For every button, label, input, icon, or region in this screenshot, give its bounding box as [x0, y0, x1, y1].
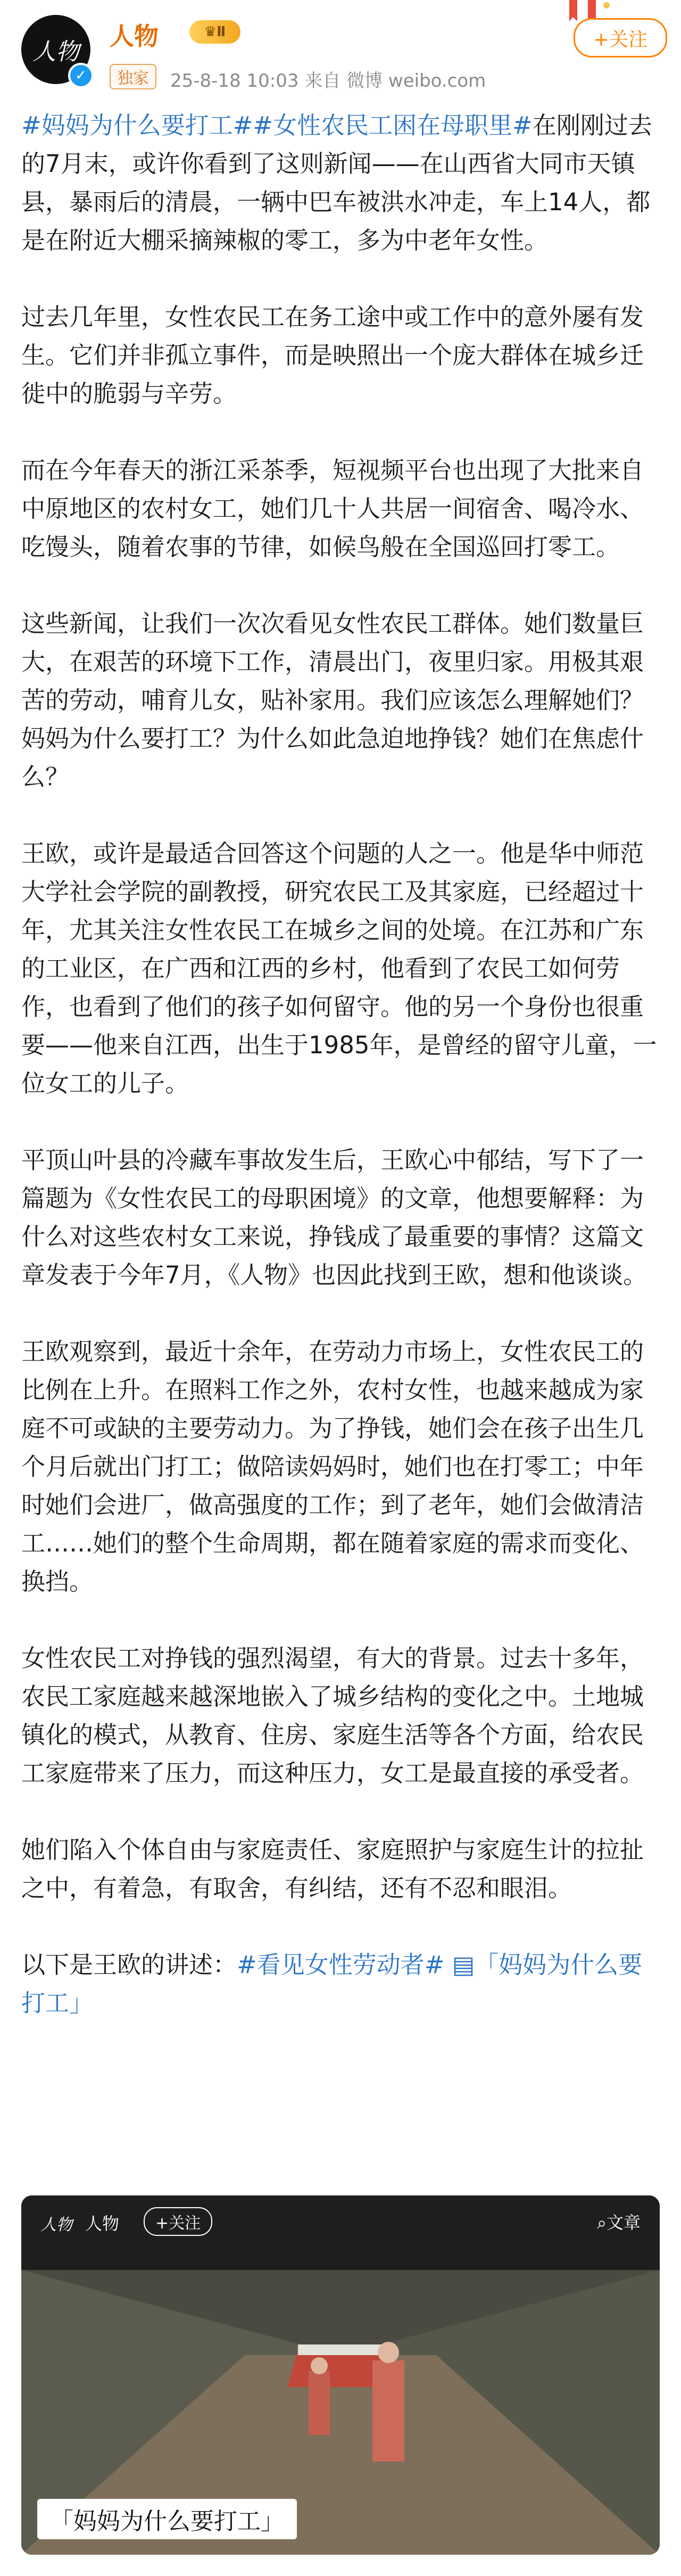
account-name[interactable]: 人物	[110, 22, 159, 51]
paragraph-8: 女性农民工对挣钱的强烈渴望，有大的背景。过去十多年，农民工家庭越来越深地嵌入了城乡结构的变化之中。土地城镇化的模式，从教育、住房、家庭生活等各个方面，给农民工家庭带来了压力，而这种压力，女工是最直接的承受者。	[21, 1644, 644, 1787]
video-caption: 「妈妈为什么要打工」	[37, 2499, 297, 2539]
video-card[interactable]	[21, 2195, 660, 2555]
paragraph-10	[21, 1946, 660, 2022]
paragraph-5: 王欧，或许是最适合回答这个问题的人之一。他是华中师范大学社会学院的副教授，研究农民工及其家庭，已经超过十年，尤其关注女性农民工在城乡之间的处境。在江苏和广东的工业区，在广西和江西的乡村，他看到了农民工如何劳作，也看到了他们的孩子如何留守。他的另一个身份也很重要——他来自江西，出生于1985年，是曾经的留守儿童，一位女工的儿子。	[21, 839, 657, 1097]
hashtag-link[interactable]: #妈妈为什么要打工#	[21, 111, 253, 139]
paragraph-4: 这些新闻，让我们一次次看见女性农民工群体。她们数量巨大，在艰苦的环境下工作，清晨出门，夜里归家。用极其艰苦的劳动，哺育儿女，贴补家用。我们应该怎么理解她们？妈妈为什么要打工？为什么如此急迫地挣钱？她们在焦虑什么？	[21, 609, 644, 791]
vip-badge	[189, 20, 240, 44]
document-icon: ⌕	[597, 2212, 607, 2233]
hashtag-link[interactable]: #看见女性劳动者#	[237, 1951, 445, 1979]
paragraph-text: 在刚刚过去的7月末，或许你看到了这则新闻——在山西省大同市天镇县，暴雨后的清晨，一辆中巴车被洪水冲走，车上14人，都是在附近大棚采摘辣椒的零工，多为中老年女性。	[21, 111, 652, 254]
video-follow-button[interactable]: +关注	[144, 2207, 212, 2236]
avatar-logo: 人物	[32, 38, 79, 65]
video-account-name[interactable]: 人物	[85, 2214, 120, 2234]
post-header	[0, 0, 681, 96]
hashtag-link[interactable]: #女性农民工困在母职里#	[253, 111, 533, 139]
crown-icon: ♛	[204, 24, 217, 40]
paragraph-text: 以下是王欧的讲述：	[21, 1951, 237, 1979]
video-article-label[interactable]: ⌕文章	[597, 2212, 641, 2233]
vip-level: Ⅱ	[217, 24, 226, 40]
paragraph-2: 过去几年里，女性农民工在务工途中或工作中的意外屡有发生。它们并非孤立事件，而是映照出一个庞大群体在城乡迁徙中的脆弱与辛劳。	[21, 303, 644, 408]
paragraph-7: 王欧观察到，最近十余年，在劳动力市场上，女性农民工的比例在上升。在照料工作之外，农村女性，也越来越成为家庭不可或缺的主要劳动力。为了挣钱，她们会在孩子出生几个月后就出门打工；做陪读妈妈时，她们也在打零工；中年时她们会进厂，做高强度的工作；到了老年，她们会做清洁工……她们的整个生命周期，都在随着家庭的需求而变化、换挡。	[21, 1337, 644, 1596]
follow-button[interactable]: +关注	[574, 18, 667, 57]
post-body	[21, 106, 660, 2022]
post-meta: 25-8-18 10:03 来自 微博 weibo.com	[170, 70, 486, 92]
verified-icon: ✓	[68, 63, 94, 88]
exclusive-badge: 独家	[110, 64, 156, 89]
paragraph-3: 而在今年春天的浙江采茶季，短视频平台也出现了大批来自中原地区的农村女工，她们几十人共居一间宿舍、喝冷水、吃馒头，随着农事的节律，如候鸟般在全国巡回打零工。	[21, 456, 644, 561]
paragraph-6: 平顶山叶县的冷藏车事故发生后，王欧心中郁结，写下了一篇题为《女性农民工的母职困境》的文章，他想要解释：为什么对这些农村女工来说，挣钱成了最重要的事情？这篇文章发表于今年7月，《人物》也因此找到王欧，想和他谈谈。	[21, 1146, 647, 1289]
paragraph-9: 她们陷入个体自由与家庭责任、家庭照护与家庭生计的拉扯之中，有着急，有取舍，有纠结，还有不忍和眼泪。	[21, 1836, 644, 1902]
paragraph-1	[21, 106, 660, 260]
video-logo: 人物	[40, 2216, 72, 2234]
article-icon: ▤	[452, 1951, 475, 1979]
article-link[interactable]: 「妈妈为什么要打工」	[21, 1951, 643, 2017]
